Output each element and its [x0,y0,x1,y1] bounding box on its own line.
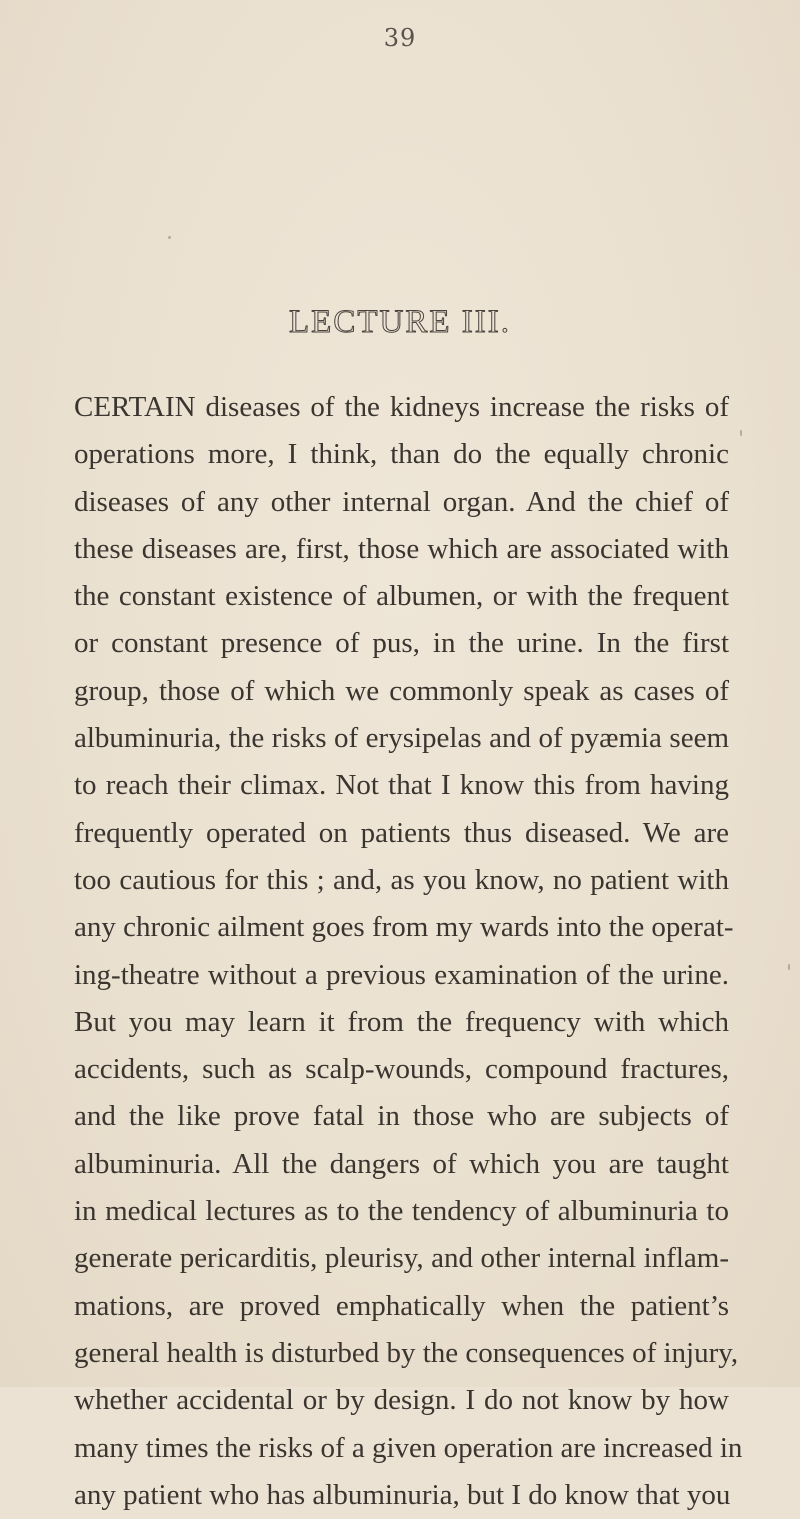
text-line: many times the risks of a given operation are increased in [74,1431,743,1464]
text-line: whether accidental or by design. I do not know by how [74,1384,729,1417]
body-text [74,384,743,1519]
text-line: in medical lectures as to the tendency of albuminuria to [74,1195,729,1228]
text-line: frequently operated on patients thus diseased. We are [74,816,729,849]
text-line: ing-theatre without a previous examination of the urine. [74,958,729,991]
text-line: albuminuria, the risks of erysipelas and of pyæmia seem [74,722,729,755]
chapter-title: LECTURE III. [289,304,511,340]
text-line: too cautious for this ; and, as you know, no patient with [74,863,729,896]
text-line: But you may learn it from the frequency with which [74,1005,729,1038]
text-line: group, those of which we commonly speak as cases of [74,674,729,707]
text-line: any patient who has albuminuria, but I do know that you [74,1478,731,1511]
text-line: the constant existence of albumen, or with the frequent [74,580,729,613]
text-line: CERTAIN diseases of the kidneys increase the risks of [74,391,729,423]
text-line: albuminuria. All the dangers of which you are taught [74,1147,729,1180]
text-line: or constant presence of pus, in the urine. In the first [74,627,729,660]
text-line: these diseases are, first, those which are associated with [74,532,729,565]
text-line: mations, are proved emphatically when the patient’s [74,1289,729,1322]
text-line: and the like prove fatal in those who are subjects of [74,1100,729,1133]
text-line: generate pericarditis, pleurisy, and other internal inflam- [74,1242,729,1275]
text-line: any chronic ailment goes from my wards into the operat- [74,911,734,944]
page-number: 39 [383,24,417,52]
text-line: to reach their climax. Not that I know this from having [74,769,729,802]
text-line: diseases of any other internal organ. And the chief of [74,485,729,518]
text-line: accidents, such as scalp-wounds, compound fractures, [74,1053,729,1086]
text-line: operations more, I think, than do the equally chronic [74,438,729,471]
text-line: general health is disturbed by the consequences of injury, [74,1336,739,1369]
